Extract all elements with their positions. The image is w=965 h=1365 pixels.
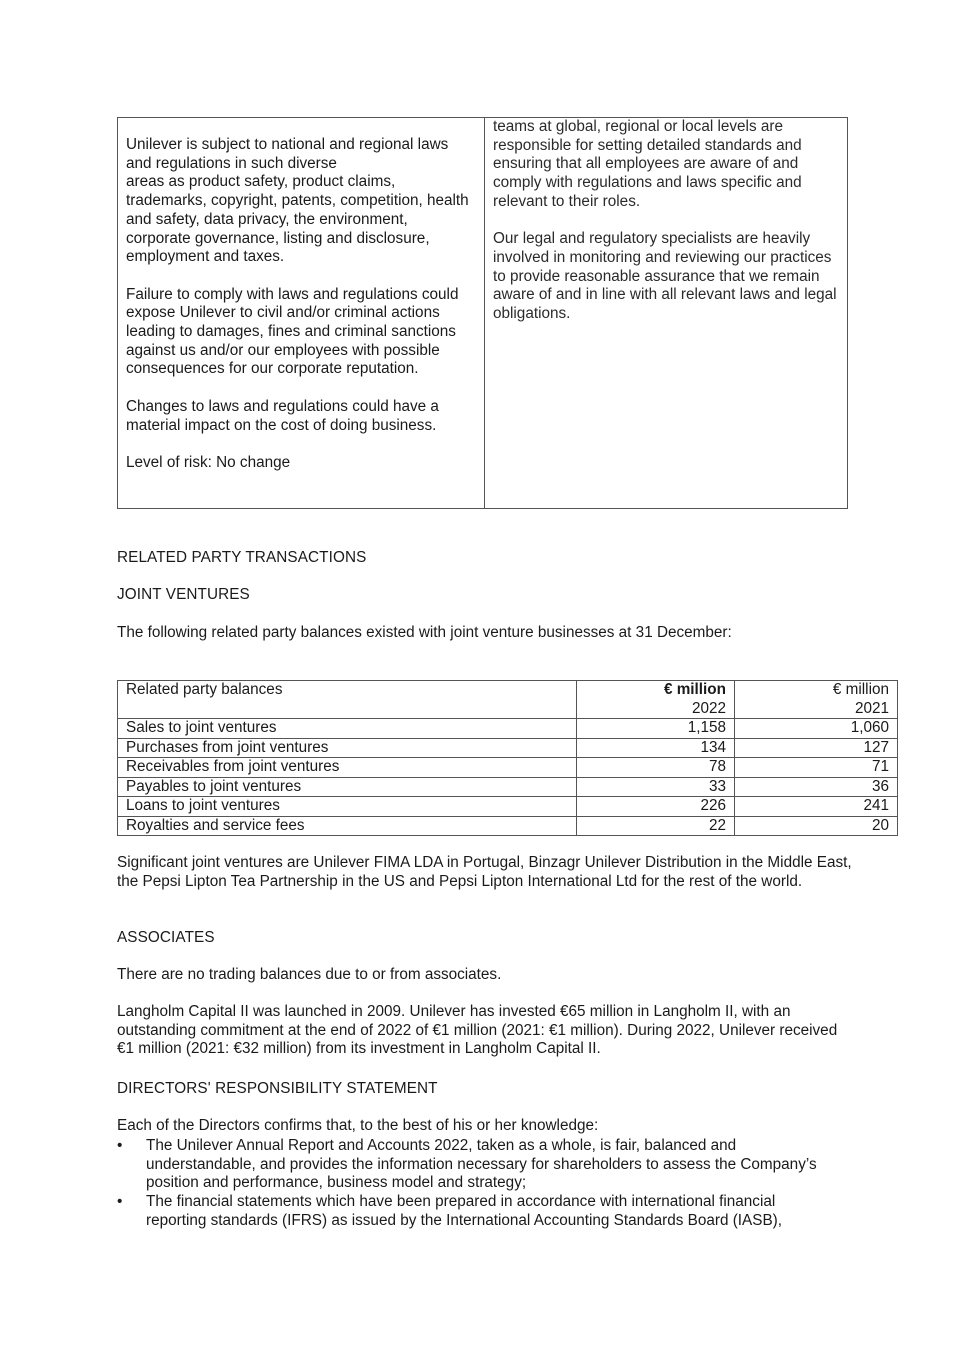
value-2022: 33: [577, 777, 735, 797]
risk-paragraph: Changes to laws and regulations could have a material impact on the cost of doing business.: [126, 397, 439, 434]
related-party-heading: RELATED PARTY TRANSACTIONS: [117, 549, 367, 566]
table-row: [118, 758, 898, 778]
header-label-text: Related party balances: [126, 681, 283, 698]
row-label: Receivables from joint ventures: [118, 758, 577, 778]
langholm-paragraph: Langholm Capital II was launched in 2009. Unilever has invested €65 million in Langholm II, with an outstanding commitment at the end of 2022 of €1 million (2021: €1 million). During 2022, Unilever received €1 million (2021: €32 million) from its investment in Langholm Capital II.: [117, 1003, 838, 1058]
header-2021: [735, 681, 898, 719]
associates-paragraph: There are no trading balances due to or from associates.: [117, 966, 502, 983]
header-label: [118, 681, 577, 719]
bullet-text: The financial statements which have been prepared in accordance with international financial reporting standards (IFRS) as issued by the International Accounting Standards Board (IASB),: [146, 1193, 783, 1229]
value-2021: 241: [735, 797, 898, 817]
row-label: Purchases from joint ventures: [118, 738, 577, 758]
list-item: [117, 1193, 837, 1230]
directors-bullet-list: [117, 1137, 837, 1231]
value-2021: 36: [735, 777, 898, 797]
table-row: [118, 719, 898, 739]
bullet-icon: •: [117, 1193, 123, 1211]
year-2021: 2021: [854, 699, 889, 717]
table-header-row: [118, 681, 898, 719]
row-label: Royalties and service fees: [118, 816, 577, 836]
unit-2022: € million: [663, 681, 726, 698]
risk-level: Level of risk: No change: [126, 453, 291, 471]
mitigation-paragraph: teams at global, regional or local levels are responsible for setting detailed standards and ensuring that all employees are aware of and comply with regulations and laws specific and relevant to their roles.: [493, 118, 802, 210]
significant-jv-paragraph: Significant joint ventures are Unilever FIMA LDA in Portugal, Binzagr Unilever Distribution in the Middle East, the Pepsi Lipton Tea Partnership in the US and Pepsi Lipton International Ltd for the rest of the world.: [117, 854, 852, 890]
value-2021: 1,060: [735, 719, 898, 739]
related-party-balances-table: [117, 680, 898, 836]
joint-ventures-heading: JOINT VENTURES: [117, 586, 250, 603]
unit-2021: € million: [832, 681, 889, 698]
value-2021: 20: [735, 816, 898, 836]
value-2021: 127: [735, 738, 898, 758]
joint-ventures-intro: The following related party balances existed with joint venture businesses at 31 December:: [117, 624, 732, 641]
row-label: Loans to joint ventures: [118, 797, 577, 817]
header-2022: [577, 681, 735, 719]
row-label: Payables to joint ventures: [118, 777, 577, 797]
table-row: [118, 816, 898, 836]
table-row: [118, 797, 898, 817]
value-2022: 78: [577, 758, 735, 778]
value-2022: 1,158: [577, 719, 735, 739]
year-2022: 2022: [691, 699, 726, 717]
risk-description-cell: [118, 118, 485, 508]
directors-heading: DIRECTORS' RESPONSIBILITY STATEMENT: [117, 1080, 438, 1097]
mitigation-paragraph: Our legal and regulatory specialists are heavily involved in monitoring and reviewing our practices to provide reasonable assurance that we remain aware of and in line with all relevant laws and legal obligations.: [493, 230, 837, 323]
risk-paragraph: Unilever is subject to national and regional laws and regulations in such diverse: [126, 136, 449, 172]
risk-mitigation-cell: [485, 118, 847, 508]
table-row: [118, 777, 898, 797]
value-2022: 22: [577, 816, 735, 836]
row-label: Sales to joint ventures: [118, 719, 577, 739]
value-2021: 71: [735, 758, 898, 778]
risk-paragraph: areas as product safety, product claims, trademarks, copyright, patents, competition, health and safety, data privacy, the environment, corporate governance, listing and disclosure, employment and taxes.: [126, 173, 469, 266]
value-2022: 226: [577, 797, 735, 817]
table-row: [118, 738, 898, 758]
list-item: [117, 1137, 837, 1193]
associates-heading: ASSOCIATES: [117, 929, 215, 946]
risk-table: [117, 117, 848, 509]
directors-intro: Each of the Directors confirms that, to the best of his or her knowledge:: [117, 1117, 599, 1134]
value-2022: 134: [577, 738, 735, 758]
bullet-text: The Unilever Annual Report and Accounts 2022, taken as a whole, is fair, balanced and understandable, and provides the information necessary for shareholders to assess the Company’s position and performance, business model and strategy;: [146, 1137, 817, 1192]
bullet-icon: •: [117, 1137, 123, 1154]
risk-paragraph: Failure to comply with laws and regulations could expose Unilever to civil and/or criminal actions leading to damages, fines and criminal sanctions against us and/or our employees with possible consequences for our corporate reputation.: [126, 285, 459, 378]
